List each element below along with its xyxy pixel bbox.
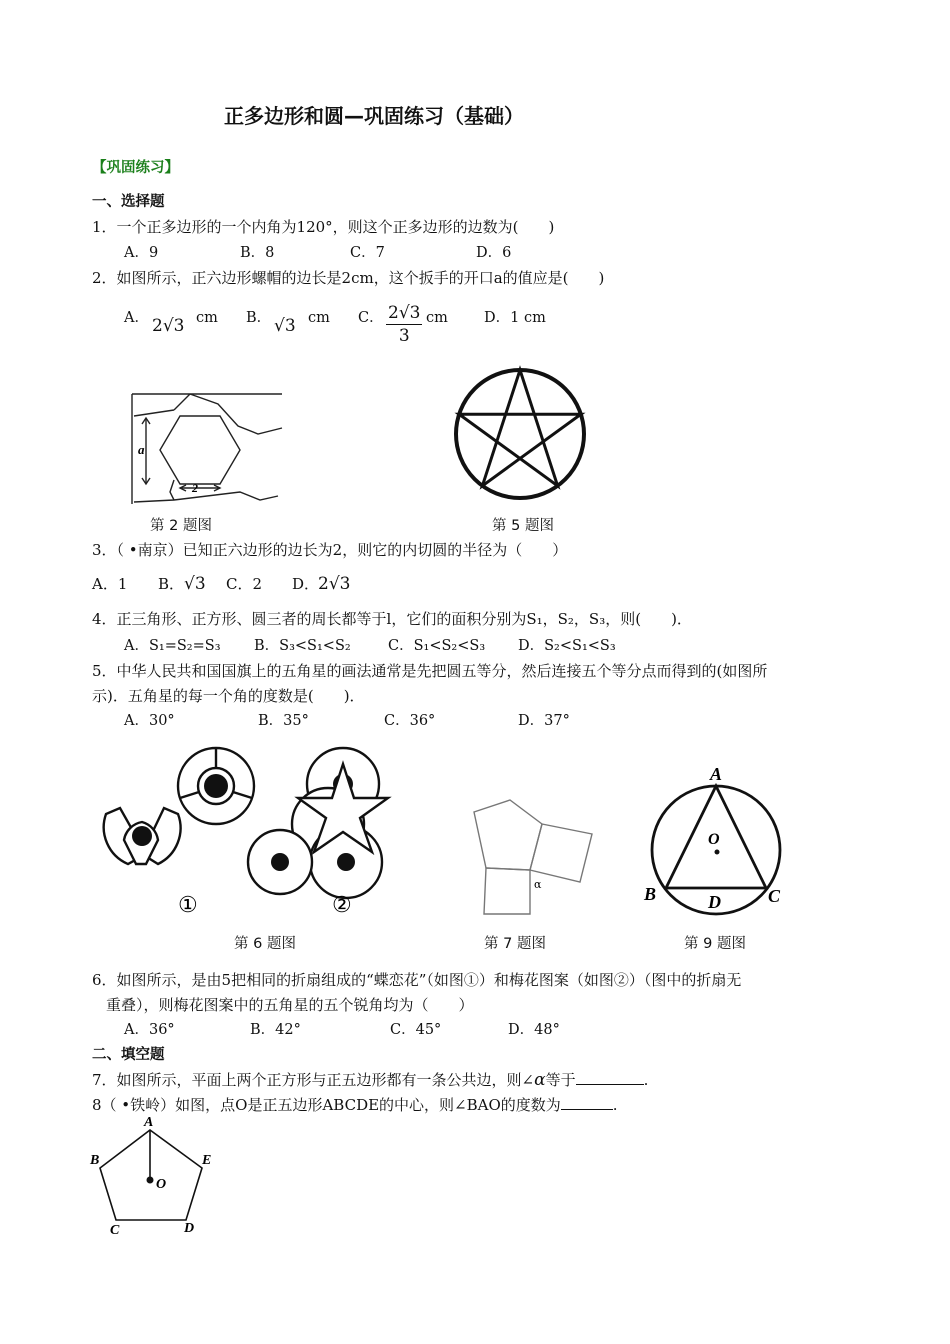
q5-line2: 示)．五角星的每一个角的度数是( )． [92, 687, 365, 705]
pentagon-figure [88, 1114, 224, 1236]
fig9-label-o: O [708, 831, 720, 848]
fig9-label-c: C [768, 886, 781, 906]
q4-option-b: B．S₃<S₁<S₂ [254, 638, 351, 654]
fig8-label-c: C [110, 1223, 120, 1238]
q6-line2: 重叠），则梅花图案中的五角星的五个锐角均为（ ） [106, 996, 474, 1014]
q6-option-c: C．45° [390, 1022, 442, 1038]
fan-figure [98, 744, 388, 922]
q1-option-a: A．9 [124, 245, 159, 261]
wrench-label-a: a [138, 442, 145, 457]
q8-text: 8（ •铁岭）如图，点O是正五边形ABCDE的中心，则∠BAO的度数为 [92, 1096, 561, 1114]
q2-text: 2．如图所示，正六边形螺帽的边长是2cm，这个扳手的开口a的值应是( ) [92, 269, 605, 287]
q2-option-a-unit: cm [196, 310, 218, 326]
section-choice: 一、选择题 [92, 194, 165, 210]
q5-line1: 5．中华人民共和国国旗上的五角星的画法通常是先把圆五等分，然后连接五个等分点而得到的(如图所 [92, 662, 768, 680]
fig6-circled-2: ② [332, 893, 352, 918]
fig9-caption: 第 9 题图 [684, 936, 746, 952]
fig8-label-a: A [144, 1115, 154, 1130]
q3-option-a: A．1 [92, 575, 128, 593]
q2-option-c-num: 2√3 [388, 303, 421, 323]
q3-option-b-label: B． [158, 575, 185, 593]
q1-option-b: B．8 [240, 245, 275, 261]
q4-option-c: C．S₁<S₂<S₃ [388, 638, 486, 654]
q4-option-a: A．S₁=S₂=S₃ [124, 638, 221, 654]
practice-tag: 【巩固练习】 [92, 160, 179, 176]
q6-line1: 6．如图所示，是由5把相同的折扇组成的“蝶恋花”（如图①）和梅花图案（如图②）（图中的折扇无 [92, 971, 742, 989]
q6-option-b: B．42° [250, 1022, 301, 1038]
q3-option-c: C．2 [226, 575, 263, 593]
star-circle-figure [452, 366, 588, 502]
q3-option-b-expr: √3 [184, 574, 206, 594]
fig7-square-right [530, 824, 592, 882]
q4-option-d: D．S₂<S₁<S₃ [518, 638, 616, 654]
fig8-label-d: D [184, 1221, 195, 1236]
q2-option-b-unit: cm [308, 310, 330, 326]
q3-option-d-expr: 2√3 [318, 574, 351, 594]
q7-end: . [643, 1071, 649, 1089]
wrench-label-2: 2 [192, 481, 198, 495]
q2-option-c-fraction [386, 302, 422, 347]
q2-option-a-expr: 2√3 [152, 316, 185, 336]
fig7-caption: 第 7 题图 [484, 936, 546, 952]
q6-option-d: D．48° [508, 1022, 560, 1038]
fig8-label-b: B [90, 1153, 100, 1168]
q2-option-c-label: C． [358, 310, 384, 326]
fig2-caption: 第 2 题图 [150, 518, 212, 534]
triangle-circle-figure [640, 760, 796, 920]
fig6-circled-1: ① [178, 893, 198, 918]
q2-option-b-expr: √3 [274, 316, 296, 336]
fig9-label-a: A [710, 764, 723, 784]
q7-answer-blank[interactable] [576, 1084, 644, 1085]
fig7-alpha: α [534, 878, 542, 891]
fig7-pentagon [474, 800, 542, 870]
q5-option-a: A．30° [124, 713, 175, 729]
q4-text: 4．正三角形、正方形、圆三者的周长都等于l，它们的面积分别为S₁，S₂，S₃，则( )． [92, 610, 692, 628]
fig9-label-b: B [644, 884, 657, 904]
wrench-figure [130, 388, 290, 510]
q3-option-d-label: D． [292, 575, 320, 593]
section-fill: 二、填空题 [92, 1047, 165, 1063]
fig8-label-o: O [156, 1177, 167, 1192]
q2-option-b-label: B． [246, 310, 272, 326]
fig9-label-d: D [708, 892, 721, 912]
pentagon-squares-figure [466, 798, 596, 918]
q7-text-after: 等于 [545, 1071, 576, 1089]
fig6-caption: 第 6 题图 [234, 936, 296, 952]
q2-option-c-unit: cm [426, 310, 448, 326]
q7-line [92, 1070, 648, 1090]
hexagon-nut [160, 416, 240, 484]
q1-text: 1．一个正多边形的一个内角为120°，则这个正多边形的边数为( ) [92, 218, 555, 236]
fig5-caption: 第 5 题图 [492, 518, 554, 534]
fig7-square-bottom [484, 868, 530, 914]
q2-option-a-label: A． [124, 310, 149, 326]
q1-option-d: D．6 [476, 245, 512, 261]
page-title: 正多边形和圆—巩固练习（基础） [224, 104, 524, 128]
q1-option-c: C．7 [350, 245, 385, 261]
q8-answer-blank[interactable] [561, 1109, 613, 1110]
q7-text-before: 7．如图所示，平面上两个正方形与正五边形都有一条公共边，则∠ [92, 1071, 535, 1089]
q5-option-b: B．35° [258, 713, 309, 729]
q3-text: 3．（ •南京）已知正六边形的边长为2，则它的内切圆的半径为（ ） [92, 541, 568, 559]
q2-option-d: D．1 cm [484, 310, 546, 326]
q6-option-a: A．36° [124, 1022, 175, 1038]
q5-option-c: C．36° [384, 713, 436, 729]
fig8-label-e: E [202, 1153, 212, 1168]
star-outer-circle [456, 370, 584, 498]
q8-end: . [612, 1096, 618, 1114]
fig8-pentagon [100, 1130, 202, 1220]
q5-option-d: D．37° [518, 713, 570, 729]
q2-option-c-den: 3 [398, 326, 410, 346]
q7-alpha: α [534, 1070, 546, 1090]
q8-line [92, 1095, 618, 1115]
